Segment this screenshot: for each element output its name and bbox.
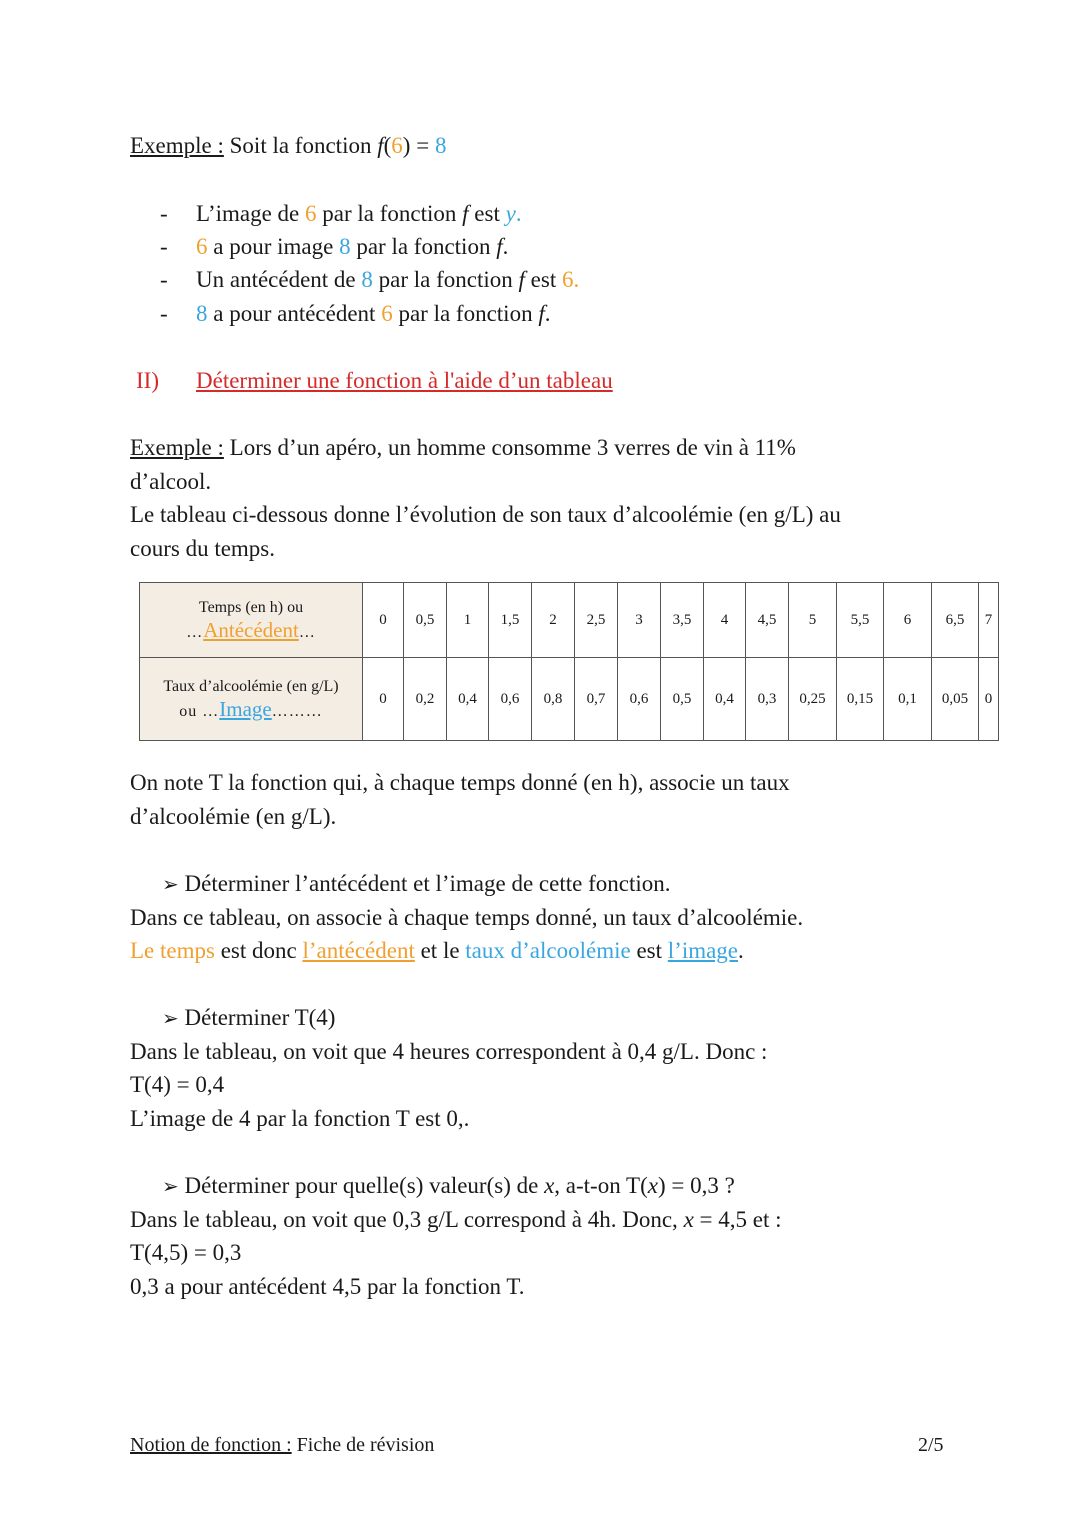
time-cell: 2,5	[575, 583, 618, 658]
time-cell: 4,5	[746, 583, 789, 658]
rate-cell: 0,7	[575, 658, 618, 741]
time-cell: 3,5	[661, 583, 704, 658]
bullet-dash: -	[160, 301, 168, 326]
q1-title: ➢ Déterminer l’antécédent et l’image de cette fonction.	[162, 871, 671, 896]
bullet-dash: -	[160, 234, 168, 259]
time-cell: 6,5	[932, 583, 979, 658]
image-fill: Image	[219, 696, 272, 721]
example1-line	[130, 131, 446, 161]
rates-header-cell: Taux d’alcoolémie (en g/L) ou …Image………	[140, 658, 363, 741]
rate-cell: 0,6	[489, 658, 532, 741]
rate-cell: 0,4	[704, 658, 746, 741]
rate-cell: 0,6	[618, 658, 661, 741]
rate-cell: 0,8	[532, 658, 575, 741]
page-number: 2/5	[918, 1434, 944, 1456]
footer-title: Notion de fonction : Fiche de révision	[130, 1434, 435, 1456]
paren-close: )	[402, 133, 411, 158]
time-cell: 7	[979, 583, 999, 658]
rate-cell: 0,25	[789, 658, 837, 741]
rate-cell: 0,15	[837, 658, 884, 741]
q2-title: ➢ Déterminer T(4)	[162, 1005, 336, 1030]
q1-line2: Le temps est donc l’antécédent et le taux d’alcoolémie est l’image.	[130, 938, 744, 963]
q3-title: ➢ Déterminer pour quelle(s) valeur(s) de x, a-t-on T(x) = 0,3 ?	[162, 1173, 735, 1198]
equals-sign: =	[410, 133, 435, 158]
example2-line2: d’alcool.	[130, 469, 212, 494]
time-cell: 1	[447, 583, 489, 658]
example1-text: Soit la fonction	[223, 133, 378, 158]
arrow-bullet-icon: ➢	[162, 1174, 179, 1198]
bullet-4-text: 8 a pour antécédent 6 par la fonction f.	[196, 301, 551, 326]
function-f: f	[377, 133, 384, 158]
example2-line4: cours du temps.	[130, 536, 276, 561]
arrow-bullet-icon: ➢	[162, 872, 179, 896]
arrow-bullet-icon: ➢	[162, 1006, 179, 1030]
time-cell: 0,5	[404, 583, 447, 658]
example2-line3: Le tableau ci-dessous donne l’évolution de son taux d’alcoolémie (en g/L) au	[130, 502, 841, 527]
example1-value: 8	[434, 133, 447, 158]
bullet-dash: -	[160, 201, 168, 226]
example2-label: Exemple :	[130, 435, 224, 460]
time-cell: 0	[363, 583, 404, 658]
rate-cell: 0	[979, 658, 999, 741]
note-line2: d’alcoolémie (en g/L).	[130, 804, 337, 829]
footer-label: Notion de fonction :	[130, 1434, 292, 1456]
q2-line1: Dans le tableau, on voit que 4 heures correspondent à 0,4 g/L. Donc :	[130, 1039, 768, 1064]
time-cell: 5,5	[837, 583, 884, 658]
time-cell: 4	[704, 583, 746, 658]
q2-line2: T(4) = 0,4	[130, 1072, 225, 1097]
rate-cell: 0,3	[746, 658, 789, 741]
q2-line3: L’image de 4 par la fonction T est 0,.	[130, 1106, 470, 1131]
time-cell: 6	[884, 583, 932, 658]
paren-open: (	[383, 133, 392, 158]
bullet-3-text: Un antécédent de 8 par la fonction f est 6.	[196, 267, 580, 292]
rate-cell: 0,4	[447, 658, 489, 741]
q1-line1: Dans ce tableau, on associe à chaque temps donné, un taux d’alcoolémie.	[130, 905, 804, 930]
bullet-2-text: 6 a pour image 8 par la fonction f.	[196, 234, 509, 259]
example1-arg: 6	[391, 133, 403, 158]
rate-cell: 0	[363, 658, 404, 741]
q3-line1: Dans le tableau, on voit que 0,3 g/L correspond à 4h. Donc, x = 4,5 et :	[130, 1207, 782, 1232]
example1-label: Exemple :	[130, 133, 224, 158]
q3-line2: T(4,5) = 0,3	[130, 1240, 242, 1265]
time-cell: 2	[532, 583, 575, 658]
example2-line1: Exemple : Lors d’un apéro, un homme consomme 3 verres de vin à 11%	[130, 435, 796, 460]
note-line1: On note T la fonction qui, à chaque temps donné (en h), associe un taux	[130, 770, 790, 795]
rate-cell: 0,1	[884, 658, 932, 741]
section-title: Déterminer une fonction à l'aide d’un tableau	[196, 368, 613, 393]
time-cell: 1,5	[489, 583, 532, 658]
rate-cell: 0,5	[661, 658, 704, 741]
table-row-times	[140, 583, 999, 658]
times-header-cell: Temps (en h) ou …Antécédent…	[140, 583, 363, 658]
time-cell: 3	[618, 583, 661, 658]
bullet-1-text: L’image de 6 par la fonction f est y.	[196, 201, 522, 226]
values-table	[139, 582, 999, 741]
table-row-rates	[140, 658, 999, 741]
section-number: II)	[136, 368, 159, 393]
antecedent-fill: Antécédent	[203, 617, 299, 642]
rate-cell: 0,2	[404, 658, 447, 741]
time-cell: 5	[789, 583, 837, 658]
rate-cell: 0,05	[932, 658, 979, 741]
bullet-dash: -	[160, 267, 168, 292]
q3-line3: 0,3 a pour antécédent 4,5 par la fonction T.	[130, 1274, 525, 1299]
